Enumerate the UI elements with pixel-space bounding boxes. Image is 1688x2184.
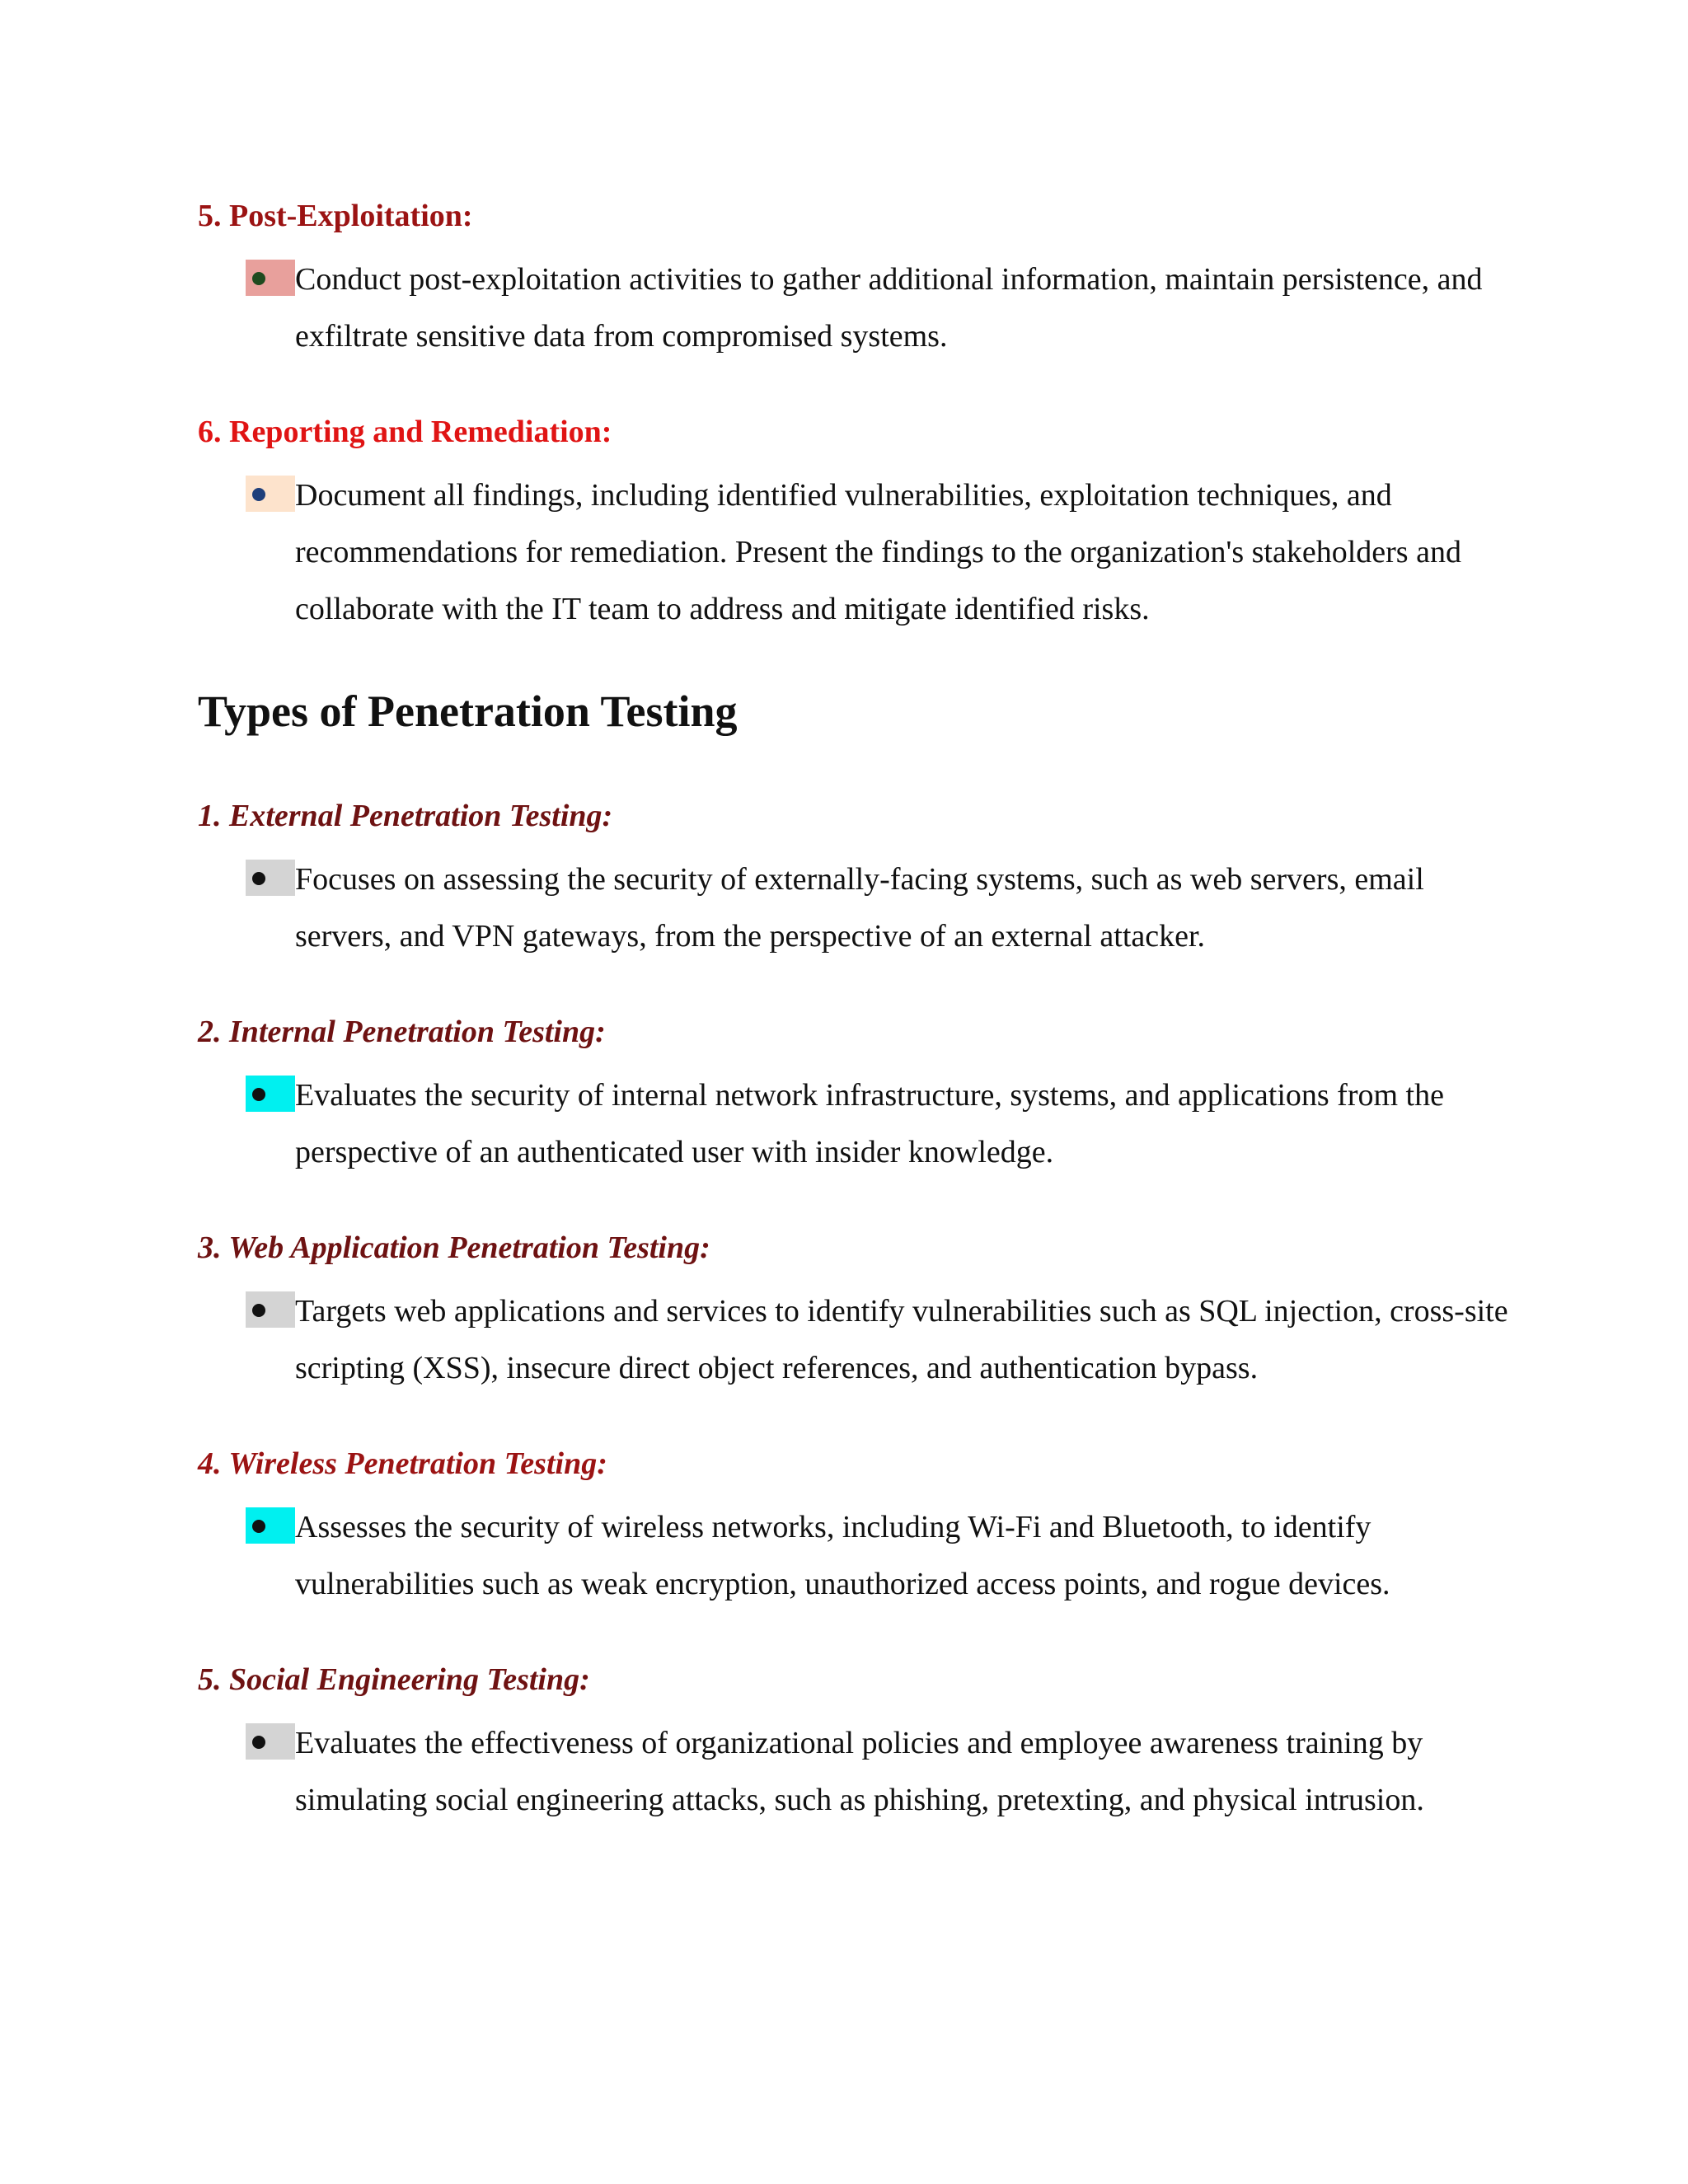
section-heading-post-exploitation: 5. Post-Exploitation:: [198, 199, 473, 233]
type-heading-web-application: 3. Web Application Penetration Testing:: [198, 1230, 710, 1265]
bullet-text: Evaluates the security of internal network infrastructure, systems, and applications from the perspective of an authenticated user with insider knowledge.: [295, 1078, 1444, 1169]
section-heading-reporting-remediation: 6. Reporting and Remediation:: [198, 415, 612, 449]
bullet-dot-icon: [252, 872, 265, 885]
bullet-highlight: [246, 1076, 295, 1112]
bullet-highlight: [246, 1291, 295, 1328]
bullet-text: Targets web applications and services to identify vulnerabilities such as SQL injection, cross-site scripting (XSS), insecure direct object references, and authentication bypass.: [295, 1294, 1508, 1385]
bullet-highlight: [246, 860, 295, 896]
bullet-dot-icon: [252, 1088, 265, 1101]
bullet-text: Document all findings, including identified vulnerabilities, exploitation techniques, and recommendations for remediation. Present the findings to the organization's stakeholders and collaborate with the IT team to address and mitigate identified risks.: [295, 478, 1461, 626]
bullet-highlight: [246, 1507, 295, 1544]
type-heading-external: 1. External Penetration Testing:: [198, 799, 613, 833]
bullet-dot-icon: [252, 1520, 265, 1533]
bullet-highlight: [246, 476, 295, 512]
bullet-text: Evaluates the effectiveness of organizational policies and employee awareness training by simulating social engineering attacks, such as phishing, pretexting, and physical intrusion.: [295, 1726, 1424, 1817]
bullet-text: Focuses on assessing the security of externally-facing systems, such as web servers, email servers, and VPN gateways, from the perspective of an external attacker.: [295, 862, 1424, 954]
bullet-text: Assesses the security of wireless networks, including Wi-Fi and Bluetooth, to identify vulnerabilities such as weak encryption, unauthorized access points, and rogue devices.: [295, 1510, 1390, 1601]
bullet-dot-icon: [252, 1736, 265, 1749]
section-title-types-of-penetration-testing: Types of Penetration Testing: [198, 687, 738, 736]
type-heading-internal: 2. Internal Penetration Testing:: [198, 1015, 606, 1049]
bullet-highlight: [246, 260, 295, 296]
bullet-dot-icon: [252, 488, 265, 501]
bullet-dot-icon: [252, 1304, 265, 1317]
bullet-dot-icon: [252, 272, 265, 285]
bullet-text: Conduct post-exploitation activities to gather additional information, maintain persistence, and exfiltrate sensitive data from compromised systems.: [295, 262, 1483, 354]
type-heading-social-engineering: 5. Social Engineering Testing:: [198, 1662, 590, 1697]
type-heading-wireless: 4. Wireless Penetration Testing:: [198, 1446, 607, 1481]
bullet-highlight: [246, 1723, 295, 1760]
